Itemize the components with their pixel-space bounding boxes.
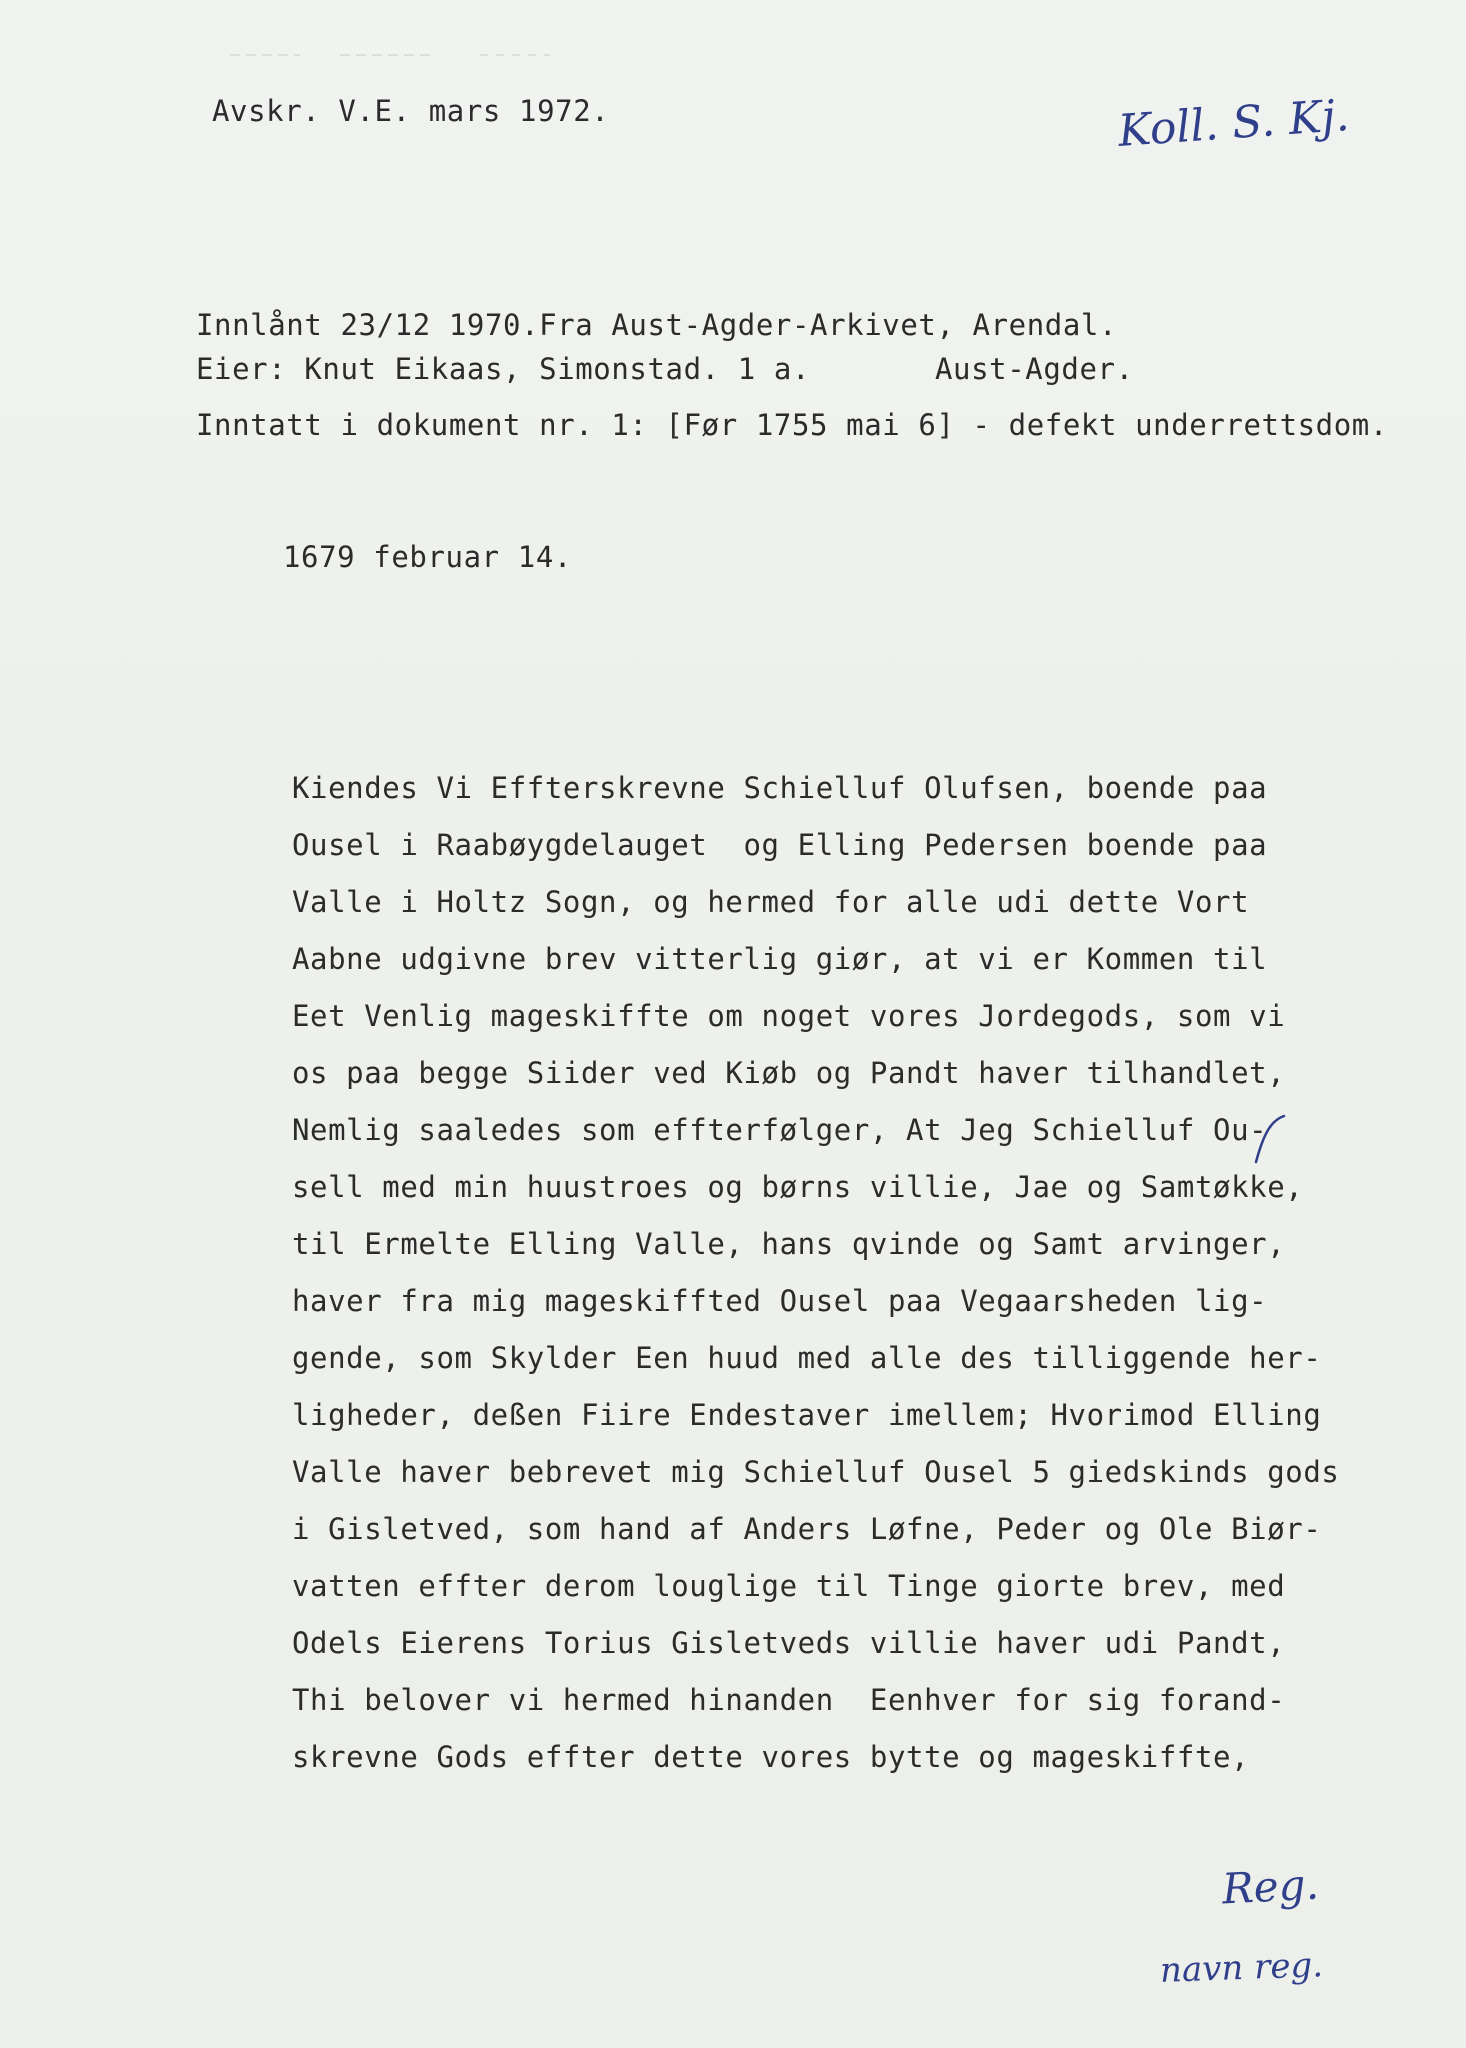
body-line: haver fra mig mageskiffted Ousel paa Vegaarsheden lig- [292,1284,1268,1318]
handwritten-collection-note: Koll. S. Kj. [1116,89,1351,158]
body-line: gende, som Skylder Een huud med alle des tilliggende her- [292,1341,1322,1375]
body-line: sell med min huustroes og børns villie, Jae og Samtøkke, [292,1170,1304,1204]
body-line: ligheder, deßen Fiire Endestaver imellem; Hvorimod Elling [292,1398,1322,1432]
body-line: Eet Venlig mageskiffte om noget vores Jordegods, som vi [292,999,1286,1033]
body-line: i Gisletved, som hand af Anders Løfne, Peder og Ole Biør- [292,1512,1322,1546]
body-line: Odels Eierens Torius Gisletveds villie haver udi Pandt, [292,1626,1286,1660]
provenance-line-1: Innlånt 23/12 1970.Fra Aust-Agder-Arkivet, Arendal. [196,308,1118,342]
body-line: os paa begge Siider ved Kiøb og Pandt haver tilhandlet, [292,1056,1286,1090]
body-line: vatten effter derom louglige til Tinge giorte brev, med [292,1569,1286,1603]
body-line: til Ermelte Elling Valle, hans qvinde og Samt arvinger, [292,1227,1286,1261]
provenance-owner: Eier: Knut Eikaas, Simonstad. 1 a. [196,352,811,386]
provenance-region: Aust-Agder. [935,352,1134,386]
handwritten-reg-note: Reg. [1220,1859,1320,1914]
body-line: Ousel i Raabøygdelauget og Elling Pedersen boende paa [292,828,1268,862]
body-line: Thi belover vi hermed hinanden Eenhver for sig forand- [292,1683,1286,1717]
margin-tick-mark [1248,1110,1288,1170]
handwritten-name-reg-note: navn reg. [1159,1945,1324,1991]
body-line: Valle haver bebrevet mig Schielluf Ousel 5 giedskinds gods [292,1455,1340,1489]
provenance-line-3: Inntatt i dokument nr. 1: [Før 1755 mai 6] - defekt underrettsdom. [196,408,1388,442]
body-line: Aabne udgivne brev vitterlig giør, at vi er Kommen til [292,942,1268,976]
faint-bleed-through-marks [230,50,550,60]
body-line: skrevne Gods effter dette vores bytte og mageskiffte, [292,1740,1250,1774]
body-line: Nemlig saaledes som effterfølger, At Jeg Schielluf Ou- [292,1113,1268,1147]
transcription-note: Avskr. V.E. mars 1972. [212,94,610,128]
body-line: Valle i Holtz Sogn, og hermed for alle udi dette Vort [292,885,1250,919]
body-line: Kiendes Vi Effterskrevne Schielluf Olufsen, boende paa [292,771,1268,805]
document-date: 1679 februar 14. [283,540,572,574]
